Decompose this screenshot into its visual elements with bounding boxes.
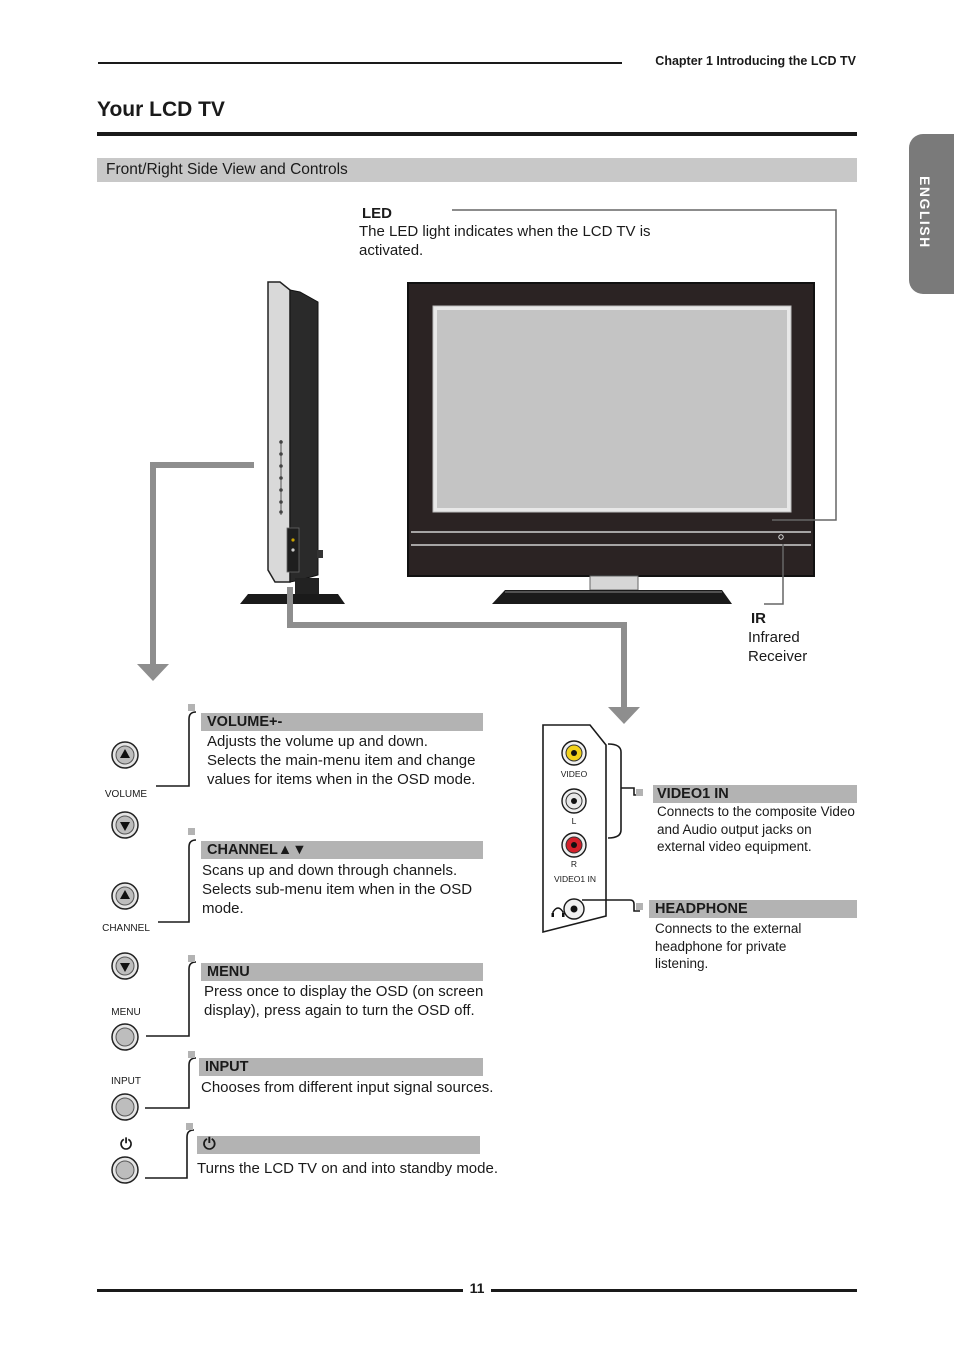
language-tab-label: ENGLISH bbox=[917, 176, 933, 249]
input-marker bbox=[188, 1051, 195, 1058]
channel-heading-bar bbox=[201, 841, 483, 859]
volume-description: Adjusts the volume up and down. Selects the main-menu item and change values for items when in the OSD mode. bbox=[207, 733, 476, 788]
menu-heading: MENU bbox=[207, 964, 250, 980]
video-jack-label: VIDEO bbox=[560, 769, 588, 779]
volume-heading-bar bbox=[201, 713, 483, 731]
video1-description: Connects to the composite Video and Audio output jacks on external video equipment. bbox=[657, 804, 855, 854]
tv-front-view bbox=[408, 283, 814, 604]
control-buttons bbox=[112, 742, 138, 1183]
video1-marker bbox=[636, 789, 643, 796]
input-heading-bar bbox=[199, 1058, 483, 1076]
led-label: LED bbox=[362, 205, 392, 222]
video1-heading-bar bbox=[653, 785, 857, 803]
ir-label: IR bbox=[751, 610, 766, 627]
left-jack-label: L bbox=[571, 816, 577, 826]
headphone-description: Connects to the external headphone for private listening. bbox=[655, 921, 802, 971]
volume-heading: VOLUME+- bbox=[207, 714, 283, 730]
channel-heading: CHANNEL▲▼ bbox=[207, 842, 307, 858]
ir-line2: Receiver bbox=[748, 648, 808, 665]
video1-heading: VIDEO1 IN bbox=[657, 786, 729, 802]
footer-rule-right bbox=[491, 1289, 857, 1292]
power-icon: ⏻ bbox=[120, 1136, 132, 1153]
menu-marker bbox=[188, 955, 195, 962]
jack-panel bbox=[543, 725, 606, 932]
menu-heading-bar bbox=[201, 963, 483, 981]
channel-description: Scans up and down through channels. Selects sub-menu item when in the OSD mode. bbox=[202, 862, 473, 917]
menu-description: Press once to display the OSD (on screen display), press again to turn the OSD off. bbox=[204, 983, 484, 1019]
headphone-marker bbox=[636, 903, 643, 910]
right-jack-label: R bbox=[570, 859, 578, 869]
input-description: Chooses from different input signal sources. bbox=[201, 1079, 494, 1096]
volume-marker bbox=[188, 704, 195, 711]
ir-line1: Infrared bbox=[748, 629, 800, 646]
channel-marker bbox=[188, 828, 195, 835]
chapter-heading: Chapter 1 Introducing the LCD TV bbox=[655, 54, 856, 68]
led-description: The LED light indicates when the LCD TV is activated. bbox=[359, 223, 651, 259]
channel-button-label: CHANNEL bbox=[102, 923, 150, 934]
power-heading-bar bbox=[197, 1136, 480, 1154]
page-title: Your LCD TV bbox=[97, 98, 225, 121]
headphone-heading-bar bbox=[649, 900, 857, 918]
page-number: 11 bbox=[469, 1280, 485, 1296]
headphone-heading: HEADPHONE bbox=[655, 901, 748, 917]
video1-in-panel-label: VIDEO1 IN bbox=[553, 874, 597, 884]
power-description: Turns the LCD TV on and into standby mode. bbox=[197, 1160, 499, 1177]
input-button-label: INPUT bbox=[111, 1076, 141, 1087]
menu-button-label: MENU bbox=[111, 1007, 141, 1018]
volume-button-label: VOLUME bbox=[104, 789, 148, 800]
tv-side-view bbox=[240, 282, 345, 604]
section-title: Front/Right Side View and Controls bbox=[106, 161, 348, 178]
power-marker bbox=[186, 1123, 193, 1130]
input-heading: INPUT bbox=[205, 1059, 249, 1075]
power-heading: ⏻ bbox=[203, 1136, 216, 1153]
footer-rule-left bbox=[97, 1289, 463, 1292]
